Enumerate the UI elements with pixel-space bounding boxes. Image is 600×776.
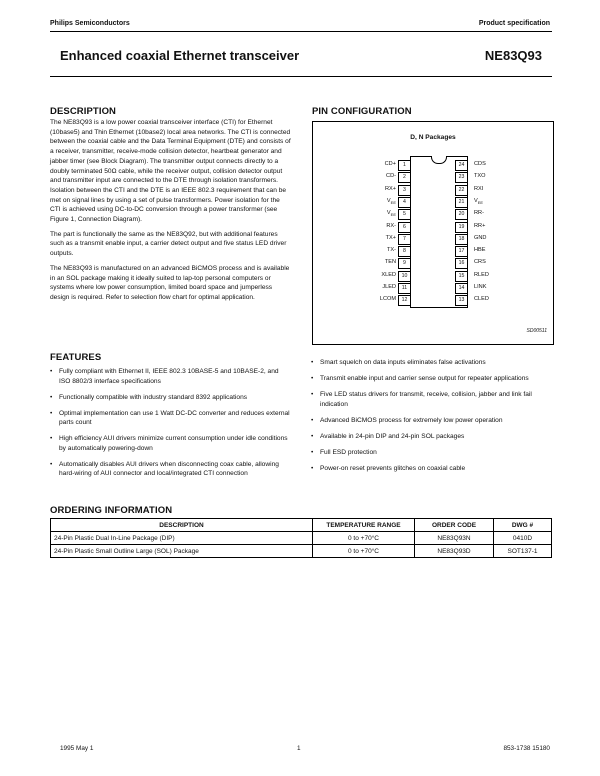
bullet-icon: •: [50, 393, 53, 401]
features-list-right: [311, 358, 552, 480]
table-cell: NE83Q93N: [415, 532, 494, 545]
bullet-icon: •: [311, 359, 314, 366]
pin-label: TEN: [384, 259, 396, 266]
pin-number: 3: [398, 185, 411, 196]
pin-label: LCOM: [379, 296, 396, 303]
pin-number: 9: [398, 258, 411, 269]
pin-label: LINK: [474, 284, 487, 290]
bullet-icon: •: [311, 391, 314, 398]
pin-number: 2: [398, 172, 411, 183]
pin1-notch: [431, 156, 447, 164]
pin-label: RR+: [474, 222, 486, 229]
pin-number: 23: [455, 172, 468, 183]
feature-item: • Advanced BiCMOS process for extremely low power operation: [311, 416, 503, 424]
pin-label: TXO: [474, 173, 486, 180]
pin-label: TX-: [386, 247, 396, 254]
pin-label: $V_{EE}$: [386, 210, 396, 218]
pin-number: 8: [398, 246, 411, 257]
pin-number: 5: [398, 209, 411, 220]
description-paragraph: The NE83Q93 is manufactured on an advanced BiCMOS process and is available in an SOL package making it ideally suited to lap-top personal computers or systems where low power consumption, limited board space and jumperless design is required. Refer to selection flow chart for optimal application.: [50, 264, 290, 301]
pin-number: 20: [455, 209, 468, 220]
table-row: [51, 532, 552, 545]
feature-item: • Transmit enable input and carrier sense output for repeater applications: [311, 375, 529, 382]
table-cell: 0 to +70°C: [313, 532, 415, 545]
pin-label: RXI: [474, 185, 484, 192]
pin-label: CRS: [474, 259, 486, 266]
feature-item: • Five LED status drivers for transmit, receive, collision, jabber and link fail indication: [311, 391, 532, 408]
column-header: ORDER CODE: [415, 519, 494, 532]
pin-number: 6: [398, 222, 411, 233]
column-header: DESCRIPTION: [51, 519, 313, 532]
ordering-heading: ORDERING INFORMATION: [50, 505, 173, 516]
pin-number: 12: [398, 295, 411, 306]
pin-label: RX-: [386, 222, 396, 229]
pin-config-heading: PIN CONFIGURATION: [312, 106, 412, 117]
description-heading: DESCRIPTION: [50, 106, 117, 117]
feature-item: • Optimal implementation can use 1 Watt DC-DC converter and reduces external parts count: [50, 409, 290, 426]
description-body: [50, 118, 292, 308]
table-cell: 24-Pin Plastic Small Outline Large (SOL) Package: [51, 545, 313, 558]
pin-label: JLED: [382, 284, 396, 290]
header-rule-top: [50, 31, 552, 32]
feature-item: • Functionally compatible with industry standard 8392 applications: [50, 393, 248, 401]
pin-number: 10: [398, 271, 411, 282]
feature-item: • Full ESD protection: [311, 448, 377, 456]
feature-item: • Automatically disables AUI drivers when disconnecting coax cable, allowing hard-wiring of AUI connector and local/integrated CTI connection: [50, 460, 279, 477]
pin-number: 7: [398, 234, 411, 245]
page-number: 1: [297, 745, 301, 752]
pin-label: $V_{EE}$: [386, 197, 396, 205]
package-title: D, N Packages: [410, 134, 456, 141]
pin-label: TX+: [385, 234, 396, 241]
pin-number: 18: [455, 234, 468, 245]
table-header-row: [51, 519, 552, 532]
feature-item: • Power-on reset prevents glitches on coaxial cable: [311, 464, 466, 472]
description-paragraph: The part is functionally the same as the NE83Q92, but with additional features such as a transmit enable input, a carrier detect output and five status LED driver outputs.: [50, 230, 287, 258]
bullet-icon: •: [311, 416, 314, 424]
footer-doc-code: 853-1738 15180: [503, 745, 550, 752]
ordering-table: [50, 518, 552, 558]
table-row: [51, 545, 552, 558]
feature-item: • Smart squelch on data inputs eliminates false activations: [311, 359, 486, 366]
column-header: TEMPERATURE RANGE: [313, 519, 415, 532]
company-name: Philips Semiconductors: [50, 20, 130, 27]
bullet-icon: •: [311, 464, 314, 472]
pin-number: 14: [455, 283, 468, 294]
bullet-icon: •: [311, 448, 314, 456]
bullet-icon: •: [311, 375, 314, 382]
feature-item: • Available in 24-pin DIP and 24-pin SOL packages: [311, 432, 465, 440]
pin-number: 17: [455, 246, 468, 257]
table-cell: 0 to +70°C: [313, 545, 415, 558]
bullet-icon: •: [311, 432, 314, 440]
description-paragraph: The NE83Q93 is a low power coaxial transceiver interface (CTI) for Ethernet (10base5) and Thin Ethernet (10base2) local area networks. The CTI is connected between the coaxial cable and the Data Terminal Equipment (DTE) and consists of a receiver, transmitter, receive-mode collision detector, heartbeat generator and jabber timer (see Block Diagram). The transmitter output connects directly to a doubly terminated 50Ω cable, while the receiver output, collision detector output and transmitter input are connected to the DTE through isolation transformers. Isolation between the CTI and the DTE is an IEEE 802.3 requirement that can be met on signal lines by using a set of pulse transformers. Power isolation for the CTI is achieved using DC-to-DC conversion through a power transformer (see Figure 1, Connection Diagram).: [50, 119, 291, 224]
pin-label: CD+: [384, 161, 396, 167]
bullet-icon: •: [50, 435, 53, 442]
pin-label: RLED: [474, 271, 489, 278]
pin-number: 24: [455, 160, 468, 171]
pin-number: 1: [398, 160, 411, 171]
table-cell: NE83Q93D: [415, 545, 494, 558]
pin-number: 22: [455, 185, 468, 196]
table-cell: 0410D: [494, 532, 552, 545]
pin-label: CDS: [474, 161, 486, 167]
pin-number: 11: [398, 283, 411, 294]
features-list-left: [50, 367, 290, 485]
pin-number: 19: [455, 222, 468, 233]
table-cell: 24-Pin Plastic Dual In-Line Package (DIP): [51, 532, 313, 545]
pin-label: RX+: [384, 185, 396, 192]
feature-item: • Fully compliant with Ethernet II, IEEE 802.3 10BASE-5 and 10BASE-2, and ISO 8802/3 interface specifications: [50, 368, 279, 385]
pin-diagram-box: [312, 121, 554, 345]
bullet-icon: •: [50, 460, 53, 468]
pin-label: GND: [474, 234, 487, 241]
pin-label: RR-: [474, 210, 484, 217]
pin-number: 13: [455, 295, 468, 306]
pin-label: CLED: [474, 296, 489, 303]
bullet-icon: •: [50, 409, 53, 417]
pin-label: XLED: [381, 271, 396, 278]
figure-code: SD00511: [526, 328, 547, 334]
doc-type: Product specification: [478, 20, 550, 27]
bullet-icon: •: [50, 368, 53, 375]
pin-number: 16: [455, 258, 468, 269]
pin-number: 15: [455, 271, 468, 282]
features-heading: FEATURES: [50, 352, 102, 363]
feature-item: • High efficiency AUI drivers minimize current consumption under idle conditions by automatically powering-down: [50, 435, 288, 452]
part-number: NE83Q93: [484, 48, 542, 63]
pin-label: HBE: [474, 247, 486, 254]
column-header: DWG #: [494, 519, 552, 532]
pin-number: 21: [455, 197, 468, 208]
footer-date: 1995 May 1: [60, 745, 94, 752]
pin-label: $V_{EE}$: [474, 197, 484, 205]
header-rule-bottom: [50, 76, 552, 77]
pin-number: 4: [398, 197, 411, 208]
pin-label: CD-: [386, 173, 396, 180]
doc-title: Enhanced coaxial Ethernet transceiver: [60, 48, 300, 63]
table-cell: SOT137-1: [494, 545, 552, 558]
